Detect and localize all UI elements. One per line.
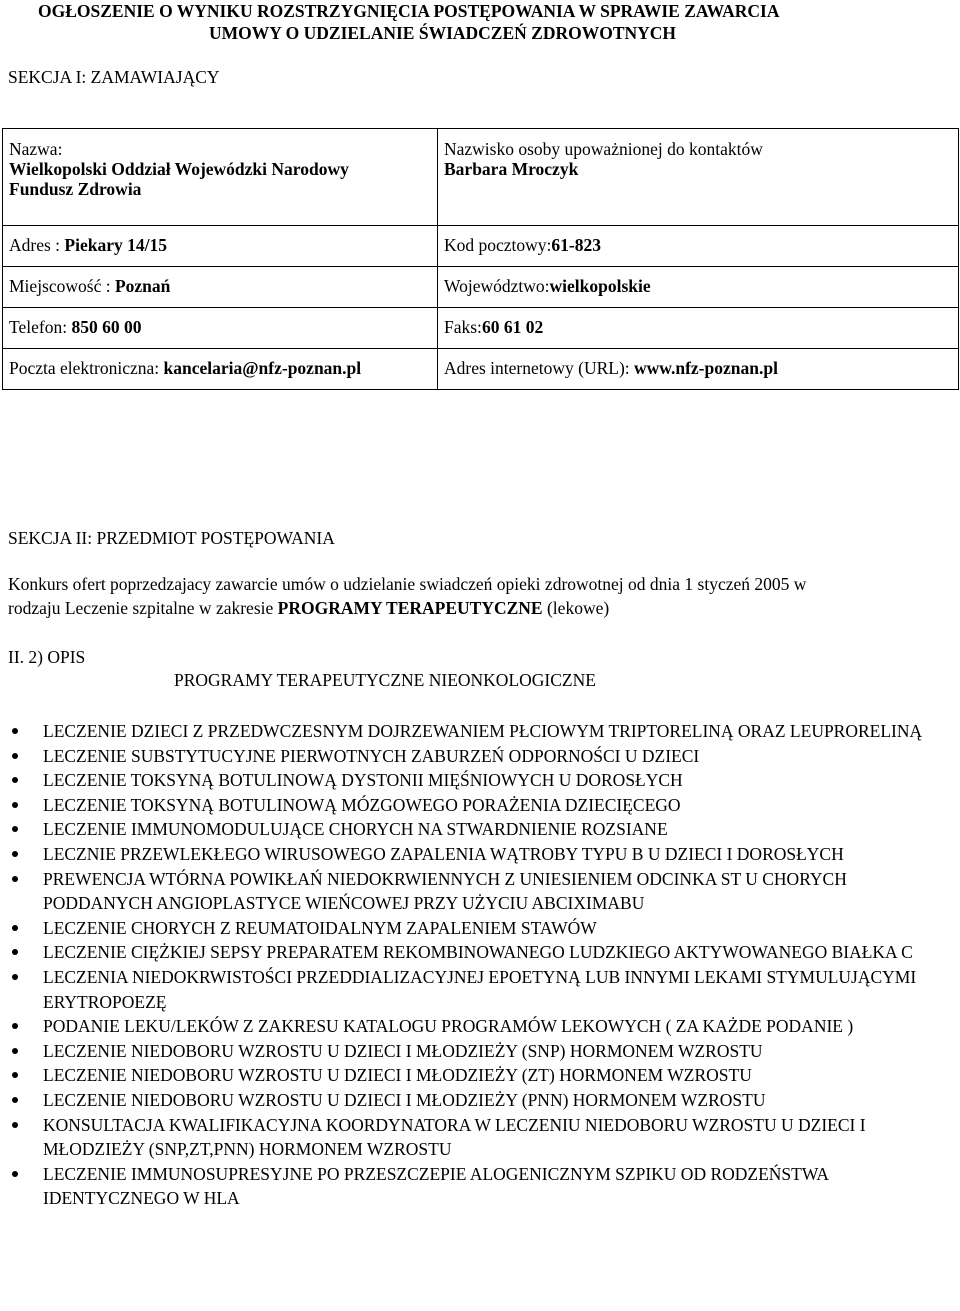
list-item xyxy=(0,793,945,818)
title-line-2: UMOWY O UDZIELANIE ŚWIADCZEŃ ZDROWOTNYCH xyxy=(209,23,677,43)
list-item xyxy=(0,768,945,793)
name-line-1: Wielkopolski Oddział Wojewódzki Narodowy xyxy=(9,159,349,179)
bullet-icon xyxy=(12,876,18,882)
paragraph-line-2 xyxy=(8,596,960,620)
list-item-text: LECZENIE NIEDOBORU WZROSTU U DZIECI I MŁODZIEŻY (ZT) HORMONEM WZROSTU xyxy=(43,1065,752,1086)
contact-cell xyxy=(438,129,959,226)
list-item-text: LECZNIE PRZEWLEKŁEGO WIRUSOWEGO ZAPALENIA WĄTROBY TYPU B U DZIECI I DOROSŁYCH xyxy=(43,843,844,864)
list-item xyxy=(0,1039,945,1064)
phone-value: 850 60 00 xyxy=(71,317,142,337)
bullet-icon xyxy=(12,777,18,783)
email-value: kancelaria@nfz-poznan.pl xyxy=(163,358,362,378)
list-item-text: PODANIE LEKU/LEKÓW Z ZAKRESU KATALOGU PROGRAMÓW LEKOWYCH ( ZA KAŻDE PODANIE ) xyxy=(43,1016,854,1037)
list-item-text: LECZENIE IMMUNOSUPRESYJNE PO PRZESZCZEPIE ALOGENICZNYM SZPIKU OD RODZEŃSTWA IDENTYCZNEGO W HLA xyxy=(43,1163,829,1209)
list-item-text: LECZENIE TOKSYNĄ BOTULINOWĄ MÓZGOWEGO PORAŻENIA DZIECIĘCEGO xyxy=(43,794,681,815)
bullet-icon xyxy=(12,753,18,759)
list-item-text: LECZENIA NIEDOKRWISTOŚCI PRZEDDIALIZACYJNEJ EPOETYNĄ LUB INNYMI LEKAMI STYMULUJĄCYMI ERYTROPOEZĘ xyxy=(43,966,917,1012)
city-value: Poznań xyxy=(114,276,171,296)
postal-value: 61-823 xyxy=(551,235,601,255)
list-item-text: LECZENIE TOKSYNĄ BOTULINOWĄ DYSTONII MIĘŚNIOWYCH U DOROSŁYCH xyxy=(43,770,683,791)
program-list xyxy=(0,719,945,1211)
contracting-authority-table xyxy=(2,128,959,390)
bullet-icon xyxy=(12,826,18,832)
name-line-2: Fundusz Zdrowia xyxy=(9,179,142,199)
subject-paragraph xyxy=(8,572,960,620)
paragraph-text-c: (lekowe) xyxy=(542,598,610,618)
list-item-text: KONSULTACJA KWALIFIKACYJNA KOORDYNATORA W LECZENIU NIEDOBORU WZROSTU U DZIECI I MŁODZIEŻY (SNP,ZT,PNN) HORMONEM WZROSTU xyxy=(43,1114,866,1160)
bullet-icon xyxy=(12,851,18,857)
list-item xyxy=(0,965,945,1014)
address-value: Piekary 14/15 xyxy=(64,235,167,255)
section-2-heading: SEKCJA II: PRZEDMIOT POSTĘPOWANIA xyxy=(8,528,335,548)
url-value: www.nfz-poznan.pl xyxy=(634,358,778,378)
phone-label: Telefon: xyxy=(9,317,72,337)
list-item xyxy=(0,1088,945,1113)
name-label: Nazwa: xyxy=(9,139,63,159)
list-item-text: LECZENIE NIEDOBORU WZROSTU U DZIECI I MŁODZIEŻY (SNP) HORMONEM WZROSTU xyxy=(43,1040,763,1061)
bullet-icon xyxy=(12,974,18,980)
list-item xyxy=(0,916,945,941)
fax-cell xyxy=(438,308,959,349)
bullet-icon xyxy=(12,1171,18,1177)
province-value: wielkopolskie xyxy=(549,276,651,296)
bullet-icon xyxy=(12,1122,18,1128)
url-label: Adres internetowy (URL): xyxy=(444,358,635,378)
list-item-text: PREWENCJA WTÓRNA POWIKŁAŃ NIEDOKRWIENNYCH Z UNIESIENIEM ODCINKA ST U CHORYCH PODDANYCH ANGIOPLASTYCE WIEŃCOWEJ PRZY UŻYCIU ABCIXIMABU xyxy=(43,868,847,914)
list-item xyxy=(0,940,945,965)
document-title xyxy=(38,0,938,44)
list-item xyxy=(0,817,945,842)
contact-label: Nazwisko osoby upoważnionej do kontaktów xyxy=(444,139,763,159)
list-item xyxy=(0,867,945,916)
postal-cell xyxy=(438,226,959,267)
list-item-text: LECZENIE IMMUNOMODULUJĄCE CHORYCH NA STWARDNIENIE ROZSIANE xyxy=(43,819,668,840)
title-line-1: OGŁOSZENIE O WYNIKU ROZSTRZYGNIĘCIA POSTĘPOWANIA W SPRAWIE ZAWARCIA xyxy=(38,1,780,21)
url-cell xyxy=(438,349,959,390)
address-label: Adres : xyxy=(9,235,65,255)
email-cell xyxy=(3,349,438,390)
list-item xyxy=(0,719,945,744)
paragraph-line-1: Konkurs ofert poprzedzajacy zawarcie umów o udzielanie swiadczeń opieki zdrowotnej od dnia 1 styczeń 2005 w xyxy=(8,574,807,594)
list-item xyxy=(0,1014,945,1039)
paragraph-text-bold: PROGRAMY TERAPEUTYCZNE xyxy=(277,598,543,618)
bullet-icon xyxy=(12,1023,18,1029)
city-label: Miejscowość : xyxy=(9,276,115,296)
list-item xyxy=(0,744,945,769)
list-item-text: LECZENIE CIĘŻKIEJ SEPSY PREPARATEM REKOMBINOWANEGO LUDZKIEGO AKTYWOWANEGO BIAŁKA C xyxy=(43,942,913,963)
phone-cell xyxy=(3,308,438,349)
list-item-text: LECZENIE NIEDOBORU WZROSTU U DZIECI I MŁODZIEŻY (PNN) HORMONEM WZROSTU xyxy=(43,1089,766,1110)
bullet-icon xyxy=(12,728,18,734)
list-item xyxy=(0,1162,945,1211)
email-label: Poczta elektroniczna: xyxy=(9,358,164,378)
province-cell xyxy=(438,267,959,308)
list-item-text: LECZENIE SUBSTYTUCYJNE PIERWOTNYCH ZABURZEŃ ODPORNOŚCI U DZIECI xyxy=(43,745,700,766)
bullet-icon xyxy=(12,1097,18,1103)
city-cell xyxy=(3,267,438,308)
list-item-text: LECZENIE DZIECI Z PRZEDWCZESNYM DOJRZEWANIEM PŁCIOWYM TRIPTORELINĄ ORAZ LEUPRORELINĄ xyxy=(43,721,923,741)
bullet-icon xyxy=(12,949,18,955)
list-item-text: LECZENIE CHORYCH Z REUMATOIDALNYM ZAPALENIEM STAWÓW xyxy=(43,917,597,938)
program-title: PROGRAMY TERAPEUTYCZNE NIEONKOLOGICZNE xyxy=(174,670,596,690)
list-item xyxy=(0,1063,945,1088)
bullet-icon xyxy=(12,1072,18,1078)
bullet-icon xyxy=(12,925,18,931)
address-cell xyxy=(3,226,438,267)
province-label: Województwo: xyxy=(444,276,550,296)
name-cell xyxy=(3,129,438,226)
postal-label: Kod pocztowy: xyxy=(444,235,552,255)
contact-value: Barbara Mroczyk xyxy=(444,159,579,179)
section-1-heading: SEKCJA I: ZAMAWIAJĄCY xyxy=(8,67,220,87)
opis-heading: II. 2) OPIS xyxy=(8,647,86,667)
paragraph-text-a: rodzaju Leczenie szpitalne w zakresie xyxy=(8,598,278,618)
bullet-icon xyxy=(12,802,18,808)
list-item xyxy=(0,1113,945,1162)
list-item xyxy=(0,842,945,867)
fax-label: Faks: xyxy=(444,317,482,337)
fax-value: 60 61 02 xyxy=(481,317,544,337)
bullet-icon xyxy=(12,1048,18,1054)
